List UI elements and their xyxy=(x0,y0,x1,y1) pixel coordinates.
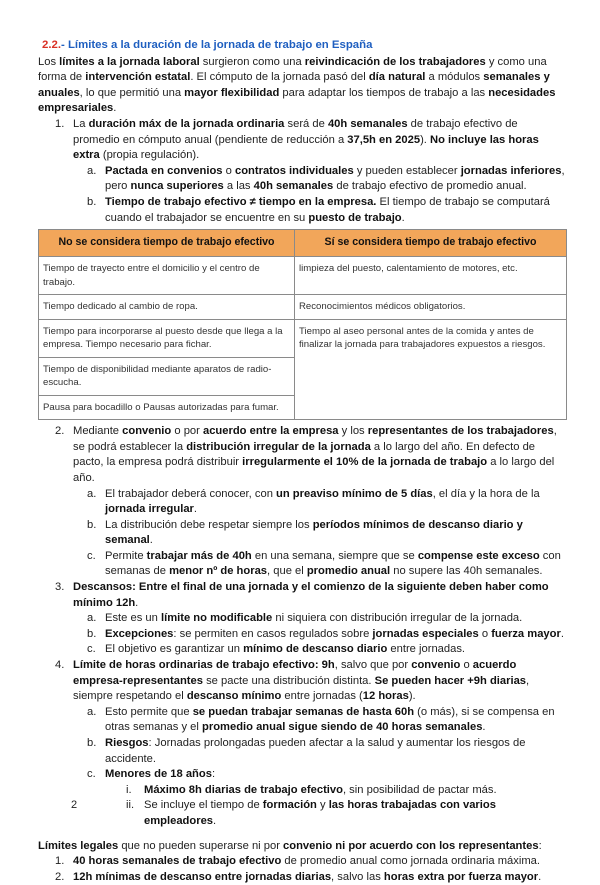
bold-text: 37,5h en 2025 xyxy=(347,133,421,146)
list-item xyxy=(38,627,566,643)
table-cell: Tiempo de disponibilidad mediante aparatos de radio-escucha. xyxy=(39,357,295,395)
bold-text: Descansos: Entre el final de una jornada y el comienzo de la siguiente deben haber como mínimo 12h xyxy=(73,581,549,609)
list-item xyxy=(38,580,566,611)
bold-text: Máximo 8h diarias de trabajo efectivo xyxy=(144,783,343,796)
text-run: a lo largo del año. En defecto de pacto, la empresa podrá distribuir xyxy=(73,440,536,469)
list-item xyxy=(38,164,566,195)
bold-text: límite no modificable xyxy=(160,612,273,625)
bold-text: irregularmente el 10% de la jornada de trabajo xyxy=(242,456,488,469)
bold-text: jornada irregular xyxy=(105,503,194,516)
list-item xyxy=(38,783,566,799)
bold-text: compense este exceso xyxy=(417,549,540,562)
bold-text: 12 horas xyxy=(362,690,409,703)
bold-text: trabajar más de 40h xyxy=(146,549,252,562)
list-item xyxy=(38,870,566,885)
text-run: de promedio anual como jornada ordinaria máxima. xyxy=(281,855,541,868)
text-run: será de xyxy=(284,117,328,130)
text-run: . xyxy=(135,596,139,609)
list-item xyxy=(38,549,566,580)
working-time-table xyxy=(38,229,567,420)
list-marker: a. xyxy=(87,487,97,500)
bold-text: fuerza mayor xyxy=(491,627,561,640)
bold-text: Se pueden hacer +9h diarias xyxy=(374,674,527,687)
bold-text: descanso mínimo xyxy=(186,690,282,703)
bold-text: 40h semanales xyxy=(253,180,334,193)
text-run: y los xyxy=(338,425,368,438)
section-heading xyxy=(42,38,566,54)
list-marker: a. xyxy=(87,705,97,718)
text-run: entre jornadas. xyxy=(387,643,466,656)
list-marker: c. xyxy=(87,643,96,656)
bold-text: 40 horas semanales de trabajo efectivo xyxy=(73,855,282,868)
text-run: o por xyxy=(171,425,203,438)
text-run: : xyxy=(538,839,542,852)
bold-text: convenio xyxy=(122,425,172,438)
bold-text: promedio anual sigue siendo de 40 horas semanales xyxy=(202,721,483,734)
list-marker: 1. xyxy=(55,117,65,130)
bold-text: representantes de los trabajadores xyxy=(367,425,554,438)
text-run: . El cómputo de la jornada pasó del xyxy=(190,71,369,84)
list-marker: 4. xyxy=(55,659,65,672)
table-cell: Reconocimientos médicos obligatorios. xyxy=(295,295,567,320)
text-run: o xyxy=(222,164,235,177)
list-marker: b. xyxy=(87,518,97,531)
text-run: de trabajo efectivo de promedio anual. xyxy=(333,180,527,193)
bold-text: semanales y anuales xyxy=(38,71,550,99)
bold-text: límites a la jornada laboral xyxy=(59,55,200,68)
bold-text: un preaviso mínimo de 5 días xyxy=(276,487,433,500)
bold-text: mayor flexibilidad xyxy=(184,86,280,99)
text-run: de trabajo efectivo de promedio en cómputo anual (pendiente de reducción a xyxy=(73,117,518,146)
bold-text: Límite de horas ordinarias de trabajo efectivo: 9h xyxy=(73,659,335,672)
list-marker: 2. xyxy=(55,870,65,883)
bold-text: Excepciones xyxy=(105,627,174,640)
list-item xyxy=(38,705,566,736)
text-run: a las xyxy=(223,180,254,193)
list-marker: b. xyxy=(87,737,97,749)
bold-text: puesto de trabajo xyxy=(308,211,402,224)
list-marker: 3. xyxy=(55,581,65,594)
text-run: . xyxy=(213,814,217,827)
table-cell: Tiempo de trayecto entre el domicilio y el centro de trabajo. xyxy=(39,257,295,295)
bold-text: 40h semanales xyxy=(327,117,408,130)
text-run: La xyxy=(73,117,89,130)
text-run: Este es un xyxy=(105,612,161,625)
list-item xyxy=(38,658,566,705)
text-run: El tiempo de trabajo se computará cuando el trabajador se encuentre en su xyxy=(105,195,550,224)
text-run: Esto permite que xyxy=(105,705,193,718)
text-run: El objetivo es garantizar un xyxy=(105,643,244,656)
bold-text: jornadas inferiores xyxy=(460,164,562,177)
section-title: - Límites a la duración de la jornada de trabajo en España xyxy=(61,39,373,51)
bold-text: períodos mínimos de descanso diario y semanal xyxy=(105,518,523,547)
document-page xyxy=(38,38,566,885)
table-header-not-effective: No se considera tiempo de trabajo efectivo xyxy=(39,230,295,257)
bold-text: Pactada en convenios xyxy=(105,164,223,177)
list-item xyxy=(38,642,566,658)
text-run: a lo largo del año. xyxy=(73,456,555,484)
table-header-effective: Sí se considera tiempo de trabajo efectivo xyxy=(295,230,567,257)
list-marker: a. xyxy=(87,164,97,177)
text-run: . xyxy=(538,870,542,883)
list-item xyxy=(38,767,566,783)
bold-text: intervención estatal xyxy=(85,71,191,84)
text-run: : Jornadas prolongadas pueden afectar a la salud y aumentar los riesgos de accidente. xyxy=(105,737,526,765)
text-run: , pero xyxy=(105,164,565,193)
list-item xyxy=(38,611,566,627)
text-run: o xyxy=(478,627,492,640)
text-run: La distribución debe respetar siempre los xyxy=(105,518,313,531)
text-run: , salvo las xyxy=(331,870,384,883)
text-run: , el día y la hora de la xyxy=(432,487,540,500)
bold-text: mínimo de descanso diario xyxy=(243,643,388,656)
text-run: , que el xyxy=(267,565,307,578)
bold-text: necesidades empresariales xyxy=(38,86,556,115)
bold-text: menor nº de horas xyxy=(169,565,268,578)
list-item xyxy=(38,518,566,549)
list-item xyxy=(38,195,566,226)
list-item xyxy=(38,424,566,486)
legal-limits-list xyxy=(38,854,566,885)
bold-text: formación xyxy=(262,799,317,812)
text-run: y como una forma de xyxy=(38,55,547,84)
text-run: con semanas de xyxy=(105,549,561,578)
text-run: . xyxy=(482,721,486,734)
text-run: El trabajador deberá conocer, con xyxy=(105,487,277,500)
table-cell: Tiempo para incorporarse al puesto desde que llega a la empresa. Tiempo necesario para fichar. xyxy=(39,319,295,357)
bold-text: Riesgos xyxy=(105,737,149,749)
text-run: : xyxy=(211,768,216,781)
list-block-1 xyxy=(38,117,566,226)
text-run: ni siquiera con distribución irregular de la jornada. xyxy=(272,612,523,625)
bold-text: distribución irregular de la jornada xyxy=(186,440,371,453)
legal-limits-intro xyxy=(38,839,566,855)
text-run: se pacte una distribución distinta. xyxy=(202,674,375,687)
list-marker: b. xyxy=(87,195,97,208)
list-marker: b. xyxy=(87,627,97,640)
text-run: a módulos xyxy=(425,71,484,84)
bold-text: acuerdo empresa-representantes xyxy=(73,659,517,687)
text-run: , lo que permitió una xyxy=(79,86,185,99)
text-run: . xyxy=(113,102,117,115)
bold-text: horas extra por fuerza mayor xyxy=(383,870,539,883)
bold-text: promedio anual xyxy=(306,565,391,578)
bold-text: se puedan trabajar semanas de hasta 60h xyxy=(192,705,415,718)
bold-text: nunca superiores xyxy=(130,180,224,193)
text-run: , siempre respetando el xyxy=(73,674,530,703)
bold-text: convenio xyxy=(411,659,461,672)
text-run: surgieron como una xyxy=(199,55,305,68)
list-marker: 2. xyxy=(55,425,65,438)
bold-text: acuerdo entre la empresa xyxy=(202,425,339,438)
text-run: . xyxy=(193,503,198,516)
bold-text: convenio ni por acuerdo con los representantes xyxy=(283,839,539,852)
text-run: . xyxy=(149,534,153,547)
text-run: y pueden establecer xyxy=(353,164,461,177)
text-run: , se podrá establecer la xyxy=(73,425,557,453)
list-marker: ii. xyxy=(126,799,135,812)
list-item xyxy=(38,736,566,767)
list-item xyxy=(38,854,566,870)
bold-text: día natural xyxy=(368,71,426,84)
section-number: 2.2. xyxy=(42,39,61,51)
text-run: Se incluye el tiempo de xyxy=(144,799,263,812)
bold-text: Límites legales xyxy=(38,839,119,852)
text-run: . xyxy=(401,211,405,224)
text-run: ). xyxy=(408,690,416,703)
list-item xyxy=(38,798,566,829)
list-marker: a. xyxy=(87,612,97,625)
text-run: que no pueden superarse ni por xyxy=(118,839,284,852)
text-run: (o más), si se compensa en otras semanas y el xyxy=(105,705,555,734)
text-run: o xyxy=(460,659,473,672)
bold-text: contratos individuales xyxy=(234,164,354,177)
text-run: . xyxy=(560,627,564,640)
text-run: no supere las 40h semanales. xyxy=(390,565,543,578)
text-run: ). xyxy=(420,133,431,146)
list-item xyxy=(38,487,566,518)
text-run: entre jornadas ( xyxy=(281,690,363,703)
bold-text: Tiempo de trabajo efectivo ≠ tiempo en la empresa. xyxy=(105,195,377,208)
text-run: Permite xyxy=(105,549,147,562)
bold-text: Menores de 18 años xyxy=(105,768,212,781)
bold-text: 12h mínimas de descanso entre jornadas diarias xyxy=(73,870,332,883)
text-run: , salvo que por xyxy=(334,659,412,672)
table-cell: Tiempo al aseo personal antes de la comida y antes de finalizar la jornada para trabajadores expuestos a riesgos. xyxy=(295,319,567,420)
text-run: y xyxy=(316,799,329,812)
table-cell: limpieza del puesto, calentamiento de motores, etc. xyxy=(295,257,567,295)
text-run: Mediante xyxy=(73,425,123,438)
text-run: Los xyxy=(38,55,60,68)
bold-text: jornadas especiales xyxy=(372,627,479,640)
text-run: (propia regulación). xyxy=(99,149,200,162)
list-item xyxy=(38,117,566,164)
table-cell: Pausa para bocadillo o Pausas autorizadas para fumar. xyxy=(39,395,295,420)
text-run: , sin posibilidad de pactar más. xyxy=(342,783,497,796)
bold-text: duración máx de la jornada ordinaria xyxy=(88,117,285,130)
text-run: en una semana, siempre que se xyxy=(251,549,418,562)
bold-text: No incluye las horas extra xyxy=(73,133,539,162)
page-number: 2 xyxy=(71,799,78,811)
bold-text: reivindicación de los trabajadores xyxy=(304,55,486,68)
list-marker: c. xyxy=(87,549,96,562)
list-marker: 1. xyxy=(55,855,65,868)
intro-paragraph xyxy=(38,55,566,117)
list-marker: i. xyxy=(126,783,132,796)
list-block-2 xyxy=(38,424,566,829)
table-cell: Tiempo dedicado al cambio de ropa. xyxy=(39,295,295,320)
bold-text: las horas trabajadas con varios empleadores xyxy=(144,799,496,827)
text-run: para adaptar los tiempos de trabajo a las xyxy=(279,86,489,99)
text-run: : se permiten en casos regulados sobre xyxy=(173,627,373,640)
list-marker: c. xyxy=(87,768,96,781)
